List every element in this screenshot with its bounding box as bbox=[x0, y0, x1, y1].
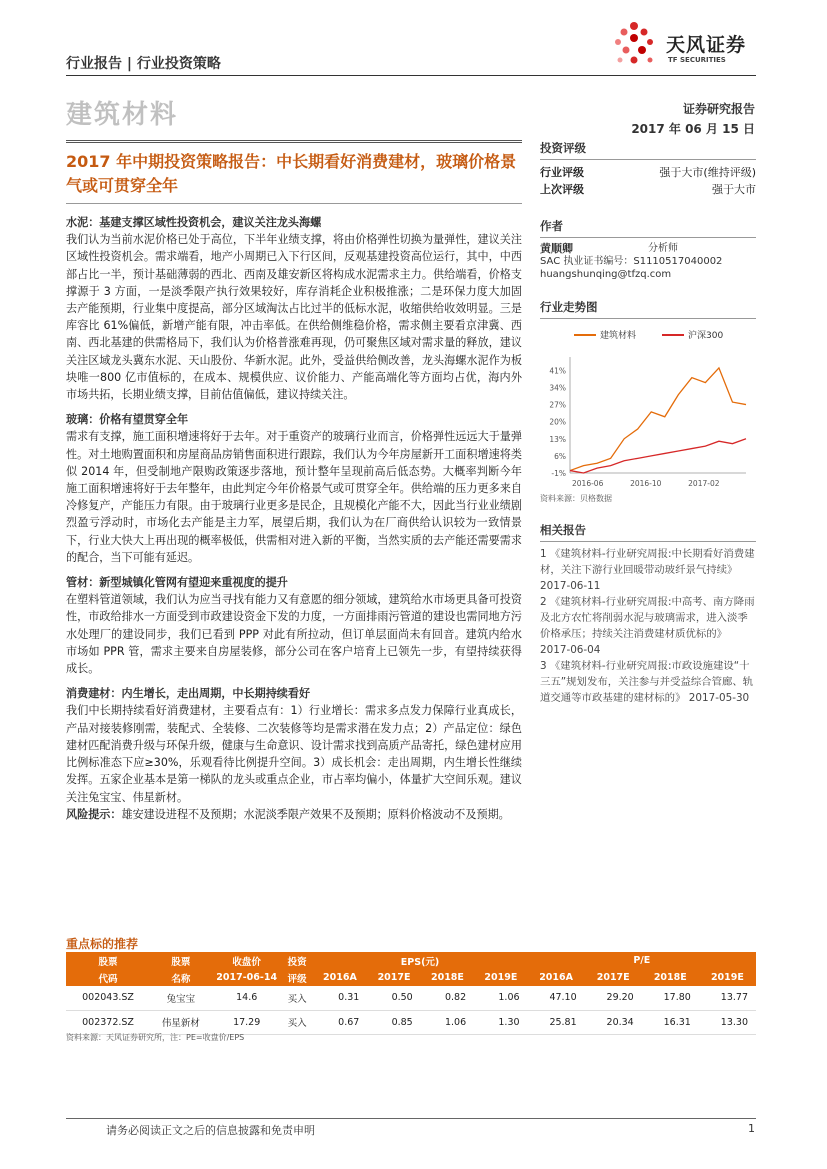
cell-eps: 1.30 bbox=[474, 1010, 527, 1034]
header-divider bbox=[66, 75, 756, 76]
cell-eps: 1.06 bbox=[474, 986, 527, 1010]
rating-row bbox=[540, 164, 756, 181]
col-header: 代码 bbox=[66, 969, 150, 986]
related-report-text: 1 《建筑材料-行业研究周报:中长期看好消费建材，关注下游行业回暖带动玻纤景气持续》 bbox=[540, 548, 755, 576]
related-report-item[interactable] bbox=[540, 594, 756, 658]
y-tick-label: 6% bbox=[554, 451, 566, 461]
report-title: 2017 年中期投资策略报告：中长期看好消费建材，玻璃价格景气或可贯穿全年 bbox=[66, 152, 517, 195]
cell-code: 002372.SZ bbox=[66, 1010, 150, 1034]
col-header: 评级 bbox=[282, 969, 313, 986]
chart-heading: 行业走势图 bbox=[540, 299, 756, 319]
section-body-consumer: 我们中长期持续看好消费建材，主要看点有：1）行业增长：需求多点发力保障行业真成长，产品对接装修刚需，装配式、全装修、二次装修等均是需求潜在发力点；2）产品定位：绿色建材匹配消费升级与环保升级，健康与生命意识、设计需求找到高质产品寄托，绿色建材应用比例标准态下应≥30%，乐观看待比例提升空间。3）成长机会：走出周期，内生增长性继续发挥。五家企业基本是第一梯队的龙头或重点企业，市占率均偏小，体量扩大空间乐观。建议关注兔宝宝、伟星新材。 bbox=[66, 704, 522, 804]
cell-pe: 20.34 bbox=[585, 1010, 642, 1034]
related-reports bbox=[540, 546, 756, 706]
brand-name-en: TF SECURITIES bbox=[668, 56, 726, 64]
picks-header-row-2 bbox=[66, 969, 756, 986]
col-header: 投资 bbox=[282, 952, 313, 969]
report-date: 2017 年 06 月 15 日 bbox=[631, 122, 755, 136]
rating-row bbox=[540, 181, 756, 198]
cell-pe: 25.81 bbox=[528, 1010, 585, 1034]
cell-price: 14.6 bbox=[212, 986, 282, 1010]
section-heading-cement: 水泥：基建支撑区域性投资机会，建议关注龙头海螺 bbox=[66, 216, 322, 229]
related-report-text: 3 《建筑材料-行业研究周报:市政设施建设“十三五”规划发布，关注参与并受益综合管廊、轨道交通等市政基建的建材标的》 bbox=[540, 660, 754, 704]
section-body-cement: 我们认为当前水泥价格已处于高位，下半年业绩支撑，将由价格弹性切换为量弹性，建议关注区域性投资机会。需求端看，地产小周期已入下行区间，反观基建投资高位运行，其中，中西部占比一半，预计基础薄弱的西北、西南及雄安新区将构成水泥需求主力。供给端看，价格支撑源于 3 方面，一是淡季限产执行效果较好，库存消耗企业积极推涨；二是环保力度大加固去产能预期，行业集中度提高，部分区域淘汰占比过半的低标水泥，收缩供给收效明显。三是库容比 61%偏低，新增产能有限，冲击率低。在供给侧维稳价格，需求侧主要看京津冀、西南、西北基建的供需格局下，我们认为价格普涨难再现，仍可聚焦区域对需求量的释放，建议关注区域龙头冀东水泥、天山股份、华新水泥。此外，受益供给侧改善，龙头海螺水泥作为板块唯一800 亿市值标的，在成本、规模供应、议价能力、产能高端化等方面均占优，海内外市场共拓，长期业绩支撑，目前估值偏低，建议持续关注。 bbox=[66, 233, 522, 402]
col-header: 2017-06-14 bbox=[212, 969, 282, 986]
y-tick-label: 13% bbox=[549, 434, 566, 444]
cell-price: 17.29 bbox=[212, 1010, 282, 1034]
related-report-date: 2017-06-04 bbox=[540, 644, 601, 656]
col-header: 2019E bbox=[699, 969, 756, 986]
brand-logo bbox=[612, 20, 762, 70]
related-report-date: 2017-06-11 bbox=[540, 580, 601, 592]
cell-pe: 13.77 bbox=[699, 986, 756, 1010]
cell-eps: 0.67 bbox=[313, 1010, 368, 1034]
title-bottom-divider bbox=[66, 203, 522, 204]
analyst-role: 分析师 bbox=[648, 243, 678, 254]
section-body-glass: 需求有支撑，施工面积增速将好于去年。对于重资产的玻璃行业而言，价格弹性远远大于量弹性。对土地购置面积和房屋商品房销售面积进行跟踪，我们认为今年房屋新开工面积增速将类似 2014 年，但受制地产限购政策逐步落地，预计整年呈现前高后低态势。大概率判断今年施工面积增速将好于去年整年，由此判定今年价格景气或可贯穿全年。供给端的压力更多来自冷修复产，产能压力有限。由于玻璃行业更多是民企，且规模化产能不大，因此当行业业绩剧烈盈亏浮动时，市场化去产能是主力军，展望后期，我们认为在厂商供给认识较为一致情景下，行业大快大上再出现的概率极低，供需相对进入新的平衡，当然实质的去产能还需要需求的配合，当下可能有延迟。 bbox=[66, 430, 522, 564]
cell-eps: 0.31 bbox=[313, 986, 368, 1010]
analyst-email[interactable]: huangshunqing@tfzq.com bbox=[540, 269, 672, 280]
series-line bbox=[570, 439, 746, 473]
y-tick-label: 34% bbox=[549, 383, 566, 393]
sidebar bbox=[540, 140, 756, 706]
page-number: 1 bbox=[748, 1122, 755, 1135]
col-header: 2017E bbox=[585, 969, 642, 986]
cell-eps: 0.82 bbox=[421, 986, 474, 1010]
y-tick-label: 20% bbox=[549, 417, 566, 427]
picks-header-row-1 bbox=[66, 952, 756, 969]
rating-key: 上次评级 bbox=[540, 183, 584, 196]
col-header: 2016A bbox=[313, 969, 368, 986]
cell-pe: 17.80 bbox=[642, 986, 699, 1010]
section-body-pipes: 在塑料管道领域，我们认为应当寻找有能力又有意愿的细分领域，建筑给水市场更具备可投资性，市政给排水一方面受到市政建设资金下发的力度，一方面排雨污管道的建设也需同地方污水处理厂的建设同步，我们已看到 PPP 对此有所拉动，但订单层面尚未有回音。建筑内给水市场如 PPR 管，需求主要来自房屋装修，部分公司在客户培育上已领先一步，有望持续获得成长。 bbox=[66, 593, 522, 676]
title-divider bbox=[66, 140, 522, 144]
risk-notice bbox=[66, 806, 522, 823]
col-header-eps: EPS(元) bbox=[313, 952, 528, 969]
tf-logo-mark-icon bbox=[612, 20, 662, 70]
report-kind: 证券研究报告 bbox=[682, 102, 755, 116]
col-header: 股票 bbox=[66, 952, 150, 969]
x-tick-label: 2016-10 bbox=[630, 479, 662, 488]
cell-rating: 买入 bbox=[282, 986, 313, 1010]
industry-title: 建筑材料 bbox=[66, 100, 179, 130]
cell-pe: 16.31 bbox=[642, 1010, 699, 1034]
col-header: 2017E bbox=[367, 969, 420, 986]
cell-name: 兔宝宝 bbox=[150, 986, 212, 1010]
trend-chart bbox=[540, 323, 756, 491]
rating-key: 行业评级 bbox=[540, 166, 584, 179]
cell-rating: 买入 bbox=[282, 1010, 313, 1034]
related-report-text: 2 《建筑材料-行业研究周报:中高考、南方降雨及北方农忙将削弱水泥与玻璃需求，进入淡季价格承压；持续关注消费建材质优标的》 bbox=[540, 596, 755, 640]
col-header: 2018E bbox=[421, 969, 474, 986]
section-heading-glass: 玻璃：价格有望贯穿全年 bbox=[66, 413, 189, 427]
rating-heading: 投资评级 bbox=[540, 140, 756, 160]
report-type: 行业报告 | 行业投资策略 bbox=[66, 56, 221, 72]
cell-pe: 29.20 bbox=[585, 986, 642, 1010]
col-header: 收盘价 bbox=[212, 952, 282, 969]
cell-pe: 47.10 bbox=[528, 986, 585, 1010]
picks-title: 重点标的推荐 bbox=[66, 937, 139, 951]
analyst-name: 黄顺卿 bbox=[540, 242, 573, 255]
footer-disclaimer: 请务必阅读正文之后的信息披露和免责申明 bbox=[106, 1124, 315, 1137]
footer-divider bbox=[66, 1118, 756, 1119]
related-report-date: 2017-05-30 bbox=[688, 692, 750, 704]
cell-eps: 1.06 bbox=[421, 1010, 474, 1034]
related-heading: 相关报告 bbox=[540, 522, 756, 542]
col-header: 2018E bbox=[642, 969, 699, 986]
related-report-item[interactable] bbox=[540, 546, 756, 594]
x-tick-label: 2016-06 bbox=[572, 479, 604, 488]
cell-name: 伟星新材 bbox=[150, 1010, 212, 1034]
chart-source: 资料来源：贝格数据 bbox=[540, 494, 612, 503]
col-header: 股票 bbox=[150, 952, 212, 969]
analyst-sac: SAC 执业证书编号：S1110517040002 bbox=[540, 256, 723, 267]
col-header-pe: P/E bbox=[528, 952, 756, 969]
col-header: 2016A bbox=[528, 969, 585, 986]
table-row bbox=[66, 986, 756, 1010]
table-row bbox=[66, 1010, 756, 1034]
x-tick-label: 2017-02 bbox=[688, 479, 720, 488]
y-tick-label: 41% bbox=[549, 366, 566, 376]
report-body bbox=[66, 214, 522, 823]
y-tick-label: 27% bbox=[549, 400, 566, 410]
legend-label: 沪深300 bbox=[688, 331, 724, 341]
rating-value: 强于大市 bbox=[712, 183, 756, 196]
analyst-info bbox=[540, 242, 756, 281]
cell-eps: 0.85 bbox=[367, 1010, 420, 1034]
rating-value: 强于大市(维持评级) bbox=[659, 166, 756, 179]
section-heading-pipes: 管材：新型城镇化管网有望迎来重视度的提升 bbox=[66, 576, 288, 590]
col-header: 名称 bbox=[150, 969, 212, 986]
col-header: 2019E bbox=[474, 969, 527, 986]
risk-body: 雄安建设进程不及预期；水泥淡季限产效果不及预期；原料价格波动不及预期。 bbox=[121, 807, 510, 821]
cell-code: 002043.SZ bbox=[66, 986, 150, 1010]
risk-heading: 风险提示： bbox=[66, 807, 122, 821]
cell-eps: 0.50 bbox=[367, 986, 420, 1010]
picks-table bbox=[66, 952, 756, 1035]
cell-pe: 13.30 bbox=[699, 1010, 756, 1034]
related-report-item[interactable] bbox=[540, 658, 756, 706]
table-source: 资料来源：天风证券研究所，注：PE=收盘价/EPS bbox=[66, 1033, 245, 1042]
author-heading: 作者 bbox=[540, 218, 756, 238]
y-tick-label: -1% bbox=[551, 469, 566, 478]
section-heading-consumer: 消费建材：内生增长，走出周期，中长期持续看好 bbox=[66, 687, 311, 701]
brand-name-cn: 天风证券 bbox=[666, 34, 747, 56]
legend-label: 建筑材料 bbox=[600, 331, 637, 341]
trend-chart-svg bbox=[540, 323, 756, 491]
